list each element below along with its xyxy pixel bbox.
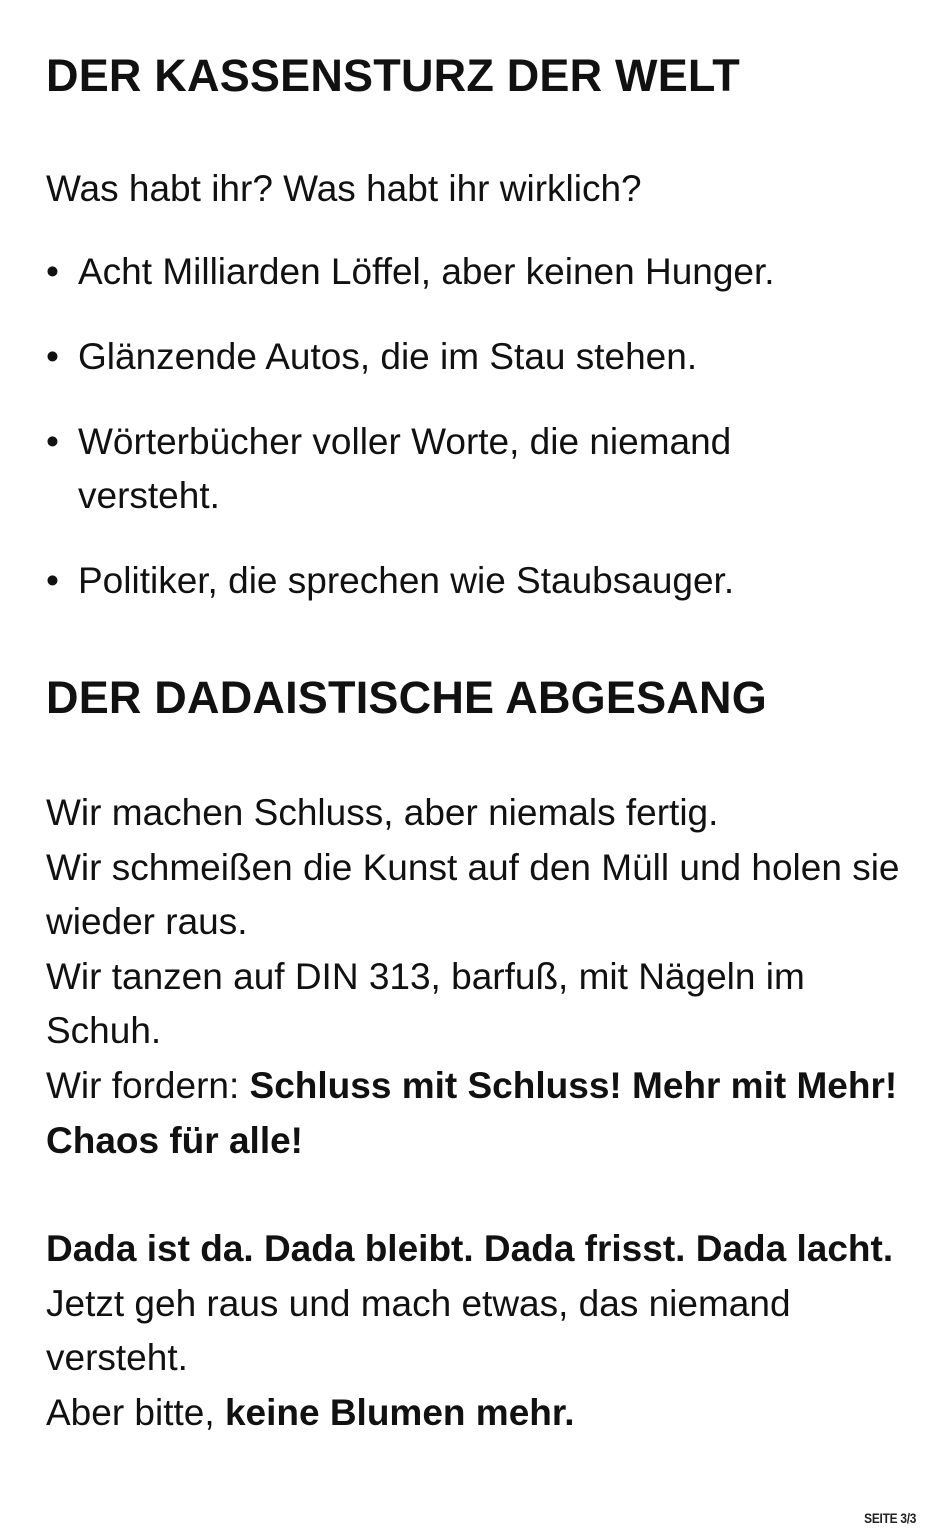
list-item-text: Glänzende Autos, die im Stau stehen. bbox=[78, 336, 698, 377]
poem-line bbox=[46, 1386, 906, 1441]
poem-line: Wir tanzen auf DIN 313, barfuß, mit Nägeln im Schuh. bbox=[46, 955, 805, 1052]
bullet-icon: • bbox=[46, 560, 59, 601]
bullet-icon: • bbox=[46, 421, 59, 462]
poem-line-prefix: Aber bitte, bbox=[46, 1391, 225, 1433]
list-item bbox=[46, 245, 866, 299]
poem-line bbox=[46, 1059, 906, 1168]
poem-text bbox=[46, 786, 906, 1441]
poem-line: Wir machen Schluss, aber niemals fertig. bbox=[46, 792, 719, 833]
dada-bold-text: Dada ist da. Dada bleibt. Dada frisst. Dada lacht. bbox=[46, 1228, 894, 1270]
bullet-icon: • bbox=[46, 336, 59, 377]
bullet-icon: • bbox=[46, 251, 59, 292]
demand-bold-text: Schluss mit Schluss! Mehr mit Mehr! Chaos für alle! bbox=[46, 1064, 898, 1161]
list-item-text: Acht Milliarden Löffel, aber keinen Hunger. bbox=[78, 251, 775, 292]
section-heading-abgesang: DER DADAISTISCHE ABGESANG bbox=[46, 672, 767, 723]
list-item-text: Politiker, die sprechen wie Staubsauger. bbox=[78, 560, 735, 601]
stanza-break bbox=[46, 1168, 906, 1222]
poem-line-prefix: Wir fordern: bbox=[46, 1064, 250, 1106]
section-heading-kassensturz: DER KASSENSTURZ DER WELT bbox=[46, 50, 740, 101]
poem-line bbox=[46, 1222, 906, 1277]
list-item bbox=[46, 554, 866, 608]
closing-bold-text: keine Blumen mehr. bbox=[224, 1391, 575, 1433]
bullet-list bbox=[46, 245, 866, 639]
list-item bbox=[46, 415, 866, 523]
intro-question: Was habt ihr? Was habt ihr wirklich? bbox=[46, 168, 642, 209]
poem-line: Jetzt geh raus und mach etwas, das niemand versteht. bbox=[46, 1282, 791, 1379]
poem-line: Wir schmeißen die Kunst auf den Müll und holen sie wieder raus. bbox=[46, 846, 900, 943]
list-item bbox=[46, 330, 866, 384]
page-number: SEITE 3/3 bbox=[864, 1510, 916, 1526]
list-item-text: Wörterbücher voller Worte, die niemand versteht. bbox=[78, 421, 732, 516]
